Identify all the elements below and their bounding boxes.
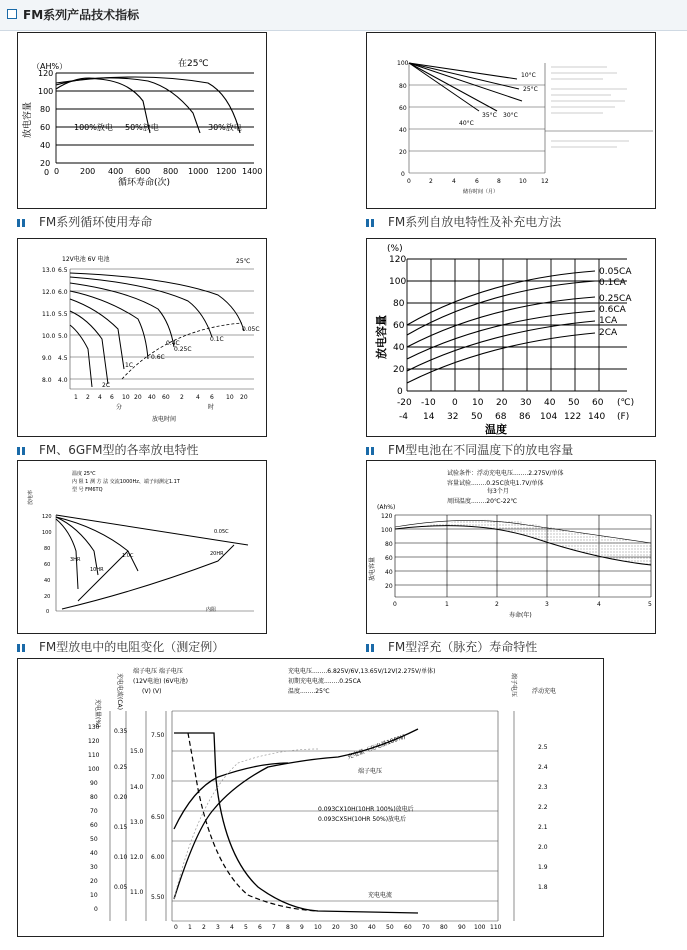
svg-text:100: 100 xyxy=(474,924,486,931)
svg-text:12V电池 6V 电池: 12V电池 6V 电池 xyxy=(62,256,110,263)
discharge-rate-chart xyxy=(17,238,267,437)
svg-text:8.0: 8.0 xyxy=(42,377,52,384)
svg-text:2.4: 2.4 xyxy=(538,764,548,771)
svg-text:10: 10 xyxy=(519,178,527,185)
svg-text:60: 60 xyxy=(592,398,604,408)
svg-text:0.25C: 0.25C xyxy=(174,346,192,353)
x-axis-label: 循环寿命(次) xyxy=(118,178,171,188)
svg-text:140: 140 xyxy=(588,412,606,422)
svg-text:0: 0 xyxy=(407,178,411,185)
svg-text:2.2: 2.2 xyxy=(538,804,548,811)
svg-text:40: 40 xyxy=(393,343,405,353)
float-life-chart xyxy=(366,460,656,634)
svg-text:60: 60 xyxy=(404,924,412,931)
svg-text:25℃: 25℃ xyxy=(236,258,251,265)
svg-text:0.4C: 0.4C xyxy=(166,340,180,347)
svg-text:1200: 1200 xyxy=(216,167,237,176)
svg-text:120: 120 xyxy=(389,255,407,265)
svg-text:20: 20 xyxy=(385,583,393,590)
caption-temperature-capacity: FM型电池在不同温度下的放电容量 xyxy=(366,441,573,458)
svg-text:2: 2 xyxy=(429,178,433,185)
svg-text:60: 60 xyxy=(90,822,98,829)
svg-text:50%放电: 50%放电 xyxy=(125,123,159,132)
svg-text:(℃): (℃) xyxy=(617,398,635,408)
svg-text:6: 6 xyxy=(210,394,214,401)
svg-text:0.05CA: 0.05CA xyxy=(599,267,632,277)
svg-text:0.20: 0.20 xyxy=(114,794,128,801)
svg-text:86: 86 xyxy=(519,412,531,422)
svg-text:2CA: 2CA xyxy=(599,328,618,338)
svg-text:2: 2 xyxy=(202,924,206,931)
svg-text:6.00: 6.00 xyxy=(151,854,165,861)
svg-text:0: 0 xyxy=(401,171,405,178)
svg-text:(Ah%): (Ah%) xyxy=(377,504,396,511)
svg-text:60: 60 xyxy=(40,123,51,132)
svg-text:110: 110 xyxy=(490,924,502,931)
svg-text:4: 4 xyxy=(597,601,601,608)
svg-text:30%放电: 30%放电 xyxy=(208,123,242,132)
svg-text:40: 40 xyxy=(385,569,393,576)
svg-text:50: 50 xyxy=(471,412,483,422)
svg-text:端子电压: 端子电压 xyxy=(510,673,517,698)
svg-text:40: 40 xyxy=(148,394,156,401)
svg-text:11.0: 11.0 xyxy=(42,311,56,318)
svg-text:2: 2 xyxy=(86,394,90,401)
header-divider xyxy=(0,30,687,31)
bullet-icon xyxy=(17,219,25,227)
svg-text:5.50: 5.50 xyxy=(151,894,165,901)
svg-text:0: 0 xyxy=(452,398,458,408)
svg-text:0: 0 xyxy=(393,601,397,608)
svg-text:充电量(%): 充电量(%) xyxy=(94,699,101,728)
svg-text:容量试验........0.25C放电1.7V/单体: 容量试验........0.25C放电1.7V/单体 xyxy=(447,480,544,487)
svg-text:30: 30 xyxy=(350,924,358,931)
svg-text:80: 80 xyxy=(385,541,393,548)
svg-text:6: 6 xyxy=(110,394,114,401)
svg-text:(F): (F) xyxy=(617,412,630,422)
svg-text:0: 0 xyxy=(397,387,403,397)
svg-text:0.35: 0.35 xyxy=(114,728,128,735)
svg-text:20: 20 xyxy=(44,594,51,600)
svg-text:1: 1 xyxy=(74,394,78,401)
svg-text:端子电压: 端子电压 xyxy=(358,768,383,775)
svg-text:每3个月: 每3个月 xyxy=(487,488,509,495)
svg-text:100: 100 xyxy=(88,766,100,773)
svg-text:120: 120 xyxy=(38,69,54,78)
svg-text:600: 600 xyxy=(135,167,151,176)
svg-text:80: 80 xyxy=(44,546,51,552)
svg-text:60: 60 xyxy=(44,562,51,568)
svg-text:内 阻 1 测 方 法 交流1000Hz、端子间测定1.1: 内 阻 1 测 方 法 交流1000Hz、端子间测定1.1T xyxy=(72,479,180,485)
svg-text:2: 2 xyxy=(495,601,499,608)
svg-text:试验条件：浮动充电电压........2.275V/单体: 试验条件：浮动充电电压........2.275V/单体 xyxy=(447,470,564,477)
svg-text:14.0: 14.0 xyxy=(130,784,144,791)
svg-text:60: 60 xyxy=(393,321,405,331)
svg-text:4: 4 xyxy=(452,178,456,185)
svg-text:120: 120 xyxy=(88,738,100,745)
svg-text:7: 7 xyxy=(272,924,276,931)
svg-text:2.5: 2.5 xyxy=(538,744,548,751)
svg-text:充电电压........6.825V/6V,13.65V/1: 充电电压........6.825V/6V,13.65V/12V(2.275V/单体) xyxy=(288,668,436,675)
svg-text:2C: 2C xyxy=(102,382,111,389)
svg-text:10: 10 xyxy=(314,924,322,931)
svg-text:40: 40 xyxy=(368,924,376,931)
bullet-icon xyxy=(366,219,374,227)
svg-text:0.10: 0.10 xyxy=(114,854,128,861)
svg-text:5.0: 5.0 xyxy=(58,333,68,340)
svg-text:3: 3 xyxy=(545,601,549,608)
svg-text:20: 20 xyxy=(134,394,142,401)
svg-text:130: 130 xyxy=(88,724,100,731)
svg-text:2.3: 2.3 xyxy=(538,784,548,791)
svg-text:0.25CA: 0.25CA xyxy=(599,294,632,304)
internal-resistance-chart xyxy=(17,460,267,634)
svg-text:6: 6 xyxy=(475,178,479,185)
svg-text:20: 20 xyxy=(496,398,508,408)
temp-label: 在25℃ xyxy=(178,59,209,69)
svg-text:4: 4 xyxy=(230,924,234,931)
svg-text:10: 10 xyxy=(226,394,234,401)
caption-float-life: FM型浮充（脉充）寿命特性 xyxy=(366,638,537,655)
temperature-capacity-chart xyxy=(366,238,656,437)
svg-text:0.05C: 0.05C xyxy=(242,326,260,333)
svg-text:周围温度........20℃-22℃: 周围温度........20℃-22℃ xyxy=(447,498,518,505)
charging-characteristics-chart xyxy=(17,658,604,937)
svg-text:50: 50 xyxy=(568,398,580,408)
svg-text:20: 20 xyxy=(90,878,98,885)
svg-text:120: 120 xyxy=(381,513,393,520)
svg-text:寿命(年): 寿命(年) xyxy=(509,612,532,619)
svg-text:100: 100 xyxy=(381,527,393,534)
svg-text:30°C: 30°C xyxy=(503,112,518,119)
square-icon xyxy=(7,9,17,19)
svg-text:8: 8 xyxy=(497,178,501,185)
svg-text:60: 60 xyxy=(385,555,393,562)
svg-text:0.6C: 0.6C xyxy=(151,354,165,361)
svg-text:放电时间: 放电时间 xyxy=(152,416,177,423)
svg-text:20: 20 xyxy=(240,394,248,401)
svg-text:8: 8 xyxy=(286,924,290,931)
svg-text:20: 20 xyxy=(393,365,405,375)
svg-text:1.9: 1.9 xyxy=(538,864,548,871)
bullet-icon xyxy=(366,644,374,652)
svg-text:10HR: 10HR xyxy=(90,567,104,573)
svg-text:3HR: 3HR xyxy=(70,557,81,563)
svg-text:90: 90 xyxy=(458,924,466,931)
svg-text:80: 80 xyxy=(40,105,51,114)
svg-text:时: 时 xyxy=(208,404,215,411)
svg-text:400: 400 xyxy=(108,167,124,176)
svg-text:2: 2 xyxy=(180,394,184,401)
svg-text:1CA: 1CA xyxy=(599,316,618,326)
svg-text:104: 104 xyxy=(540,412,558,422)
svg-text:6: 6 xyxy=(258,924,262,931)
svg-text:90: 90 xyxy=(90,780,98,787)
svg-text:5.5: 5.5 xyxy=(58,311,68,318)
svg-text:7.50: 7.50 xyxy=(151,732,165,739)
svg-text:30: 30 xyxy=(90,864,98,871)
svg-text:70: 70 xyxy=(90,808,98,815)
svg-text:1: 1 xyxy=(445,601,449,608)
svg-text:60: 60 xyxy=(162,394,170,401)
svg-text:型 号 FM6TQ: 型 号 FM6TQ xyxy=(72,487,103,493)
svg-text:30: 30 xyxy=(520,398,532,408)
svg-text:充电电流(CA): 充电电流(CA) xyxy=(116,673,123,710)
svg-text:10: 10 xyxy=(122,394,130,401)
svg-text:温度........25℃: 温度........25℃ xyxy=(288,688,330,695)
svg-text:0.093CX10H(10HR 100%)放电后: 0.093CX10H(10HR 100%)放电后 xyxy=(318,806,414,813)
svg-text:6.5: 6.5 xyxy=(58,267,68,274)
svg-text:13.0: 13.0 xyxy=(42,267,56,274)
svg-text:100%放电: 100%放电 xyxy=(74,123,113,132)
svg-text:0.093CX5H(10HR 50%)放电后: 0.093CX5H(10HR 50%)放电后 xyxy=(318,816,407,823)
svg-text:端子电压 端子电压: 端子电压 端子电压 xyxy=(133,668,183,675)
svg-text:0.1C: 0.1C xyxy=(210,336,224,343)
svg-text:浮动充电: 浮动充电 xyxy=(532,688,557,695)
svg-text:80: 80 xyxy=(399,83,407,90)
svg-text:20: 20 xyxy=(399,149,407,156)
svg-text:6.50: 6.50 xyxy=(151,814,165,821)
svg-text:充电量（充电量100%): 充电量（充电量100%) xyxy=(346,733,407,761)
svg-text:2.1: 2.1 xyxy=(538,824,548,831)
svg-text:5: 5 xyxy=(244,924,248,931)
svg-text:1C: 1C xyxy=(125,362,134,369)
svg-text:110: 110 xyxy=(88,752,100,759)
svg-text:800: 800 xyxy=(163,167,179,176)
svg-text:32: 32 xyxy=(447,412,459,422)
svg-text:12.0: 12.0 xyxy=(130,854,144,861)
svg-text:0.15: 0.15 xyxy=(114,824,128,831)
svg-text:0: 0 xyxy=(174,924,178,931)
svg-text:60: 60 xyxy=(399,105,407,112)
svg-text:放电容量: 放电容量 xyxy=(369,556,376,581)
svg-text:4: 4 xyxy=(98,394,102,401)
svg-text:40: 40 xyxy=(40,141,51,150)
svg-text:0: 0 xyxy=(54,167,60,176)
svg-text:充电电流: 充电电流 xyxy=(368,892,393,899)
svg-text:68: 68 xyxy=(495,412,507,422)
svg-text:4.0: 4.0 xyxy=(58,377,68,384)
svg-text:-20: -20 xyxy=(397,398,412,408)
svg-text:20: 20 xyxy=(40,159,51,168)
svg-text:0.1CA: 0.1CA xyxy=(599,278,626,288)
svg-text:25°C: 25°C xyxy=(523,86,538,93)
caption-self-discharge: FM系列自放电特性及补充电方法 xyxy=(366,213,561,230)
svg-text:储存时间（月）: 储存时间（月） xyxy=(463,189,499,195)
svg-text:20: 20 xyxy=(332,924,340,931)
svg-text:12.0: 12.0 xyxy=(42,289,56,296)
svg-text:100: 100 xyxy=(389,277,407,287)
svg-text:7.00: 7.00 xyxy=(151,774,165,781)
svg-text:放电率: 放电率 xyxy=(28,489,34,505)
svg-text:100: 100 xyxy=(397,60,409,67)
svg-text:温度 25℃: 温度 25℃ xyxy=(72,471,96,477)
section-title: FM系列产品技术指标 xyxy=(23,8,140,22)
svg-text:4: 4 xyxy=(196,394,200,401)
svg-text:1000: 1000 xyxy=(188,167,209,176)
svg-text:35°C: 35°C xyxy=(482,112,497,119)
svg-text:(%): (%) xyxy=(387,244,403,254)
bullet-icon xyxy=(17,447,25,455)
svg-text:200: 200 xyxy=(80,167,96,176)
svg-text:40: 40 xyxy=(399,127,407,134)
caption-discharge-rate: FM、6GFM型的各率放电特性 xyxy=(17,441,198,458)
svg-text:-4: -4 xyxy=(399,412,408,422)
svg-text:-10: -10 xyxy=(421,398,436,408)
svg-text:100: 100 xyxy=(38,87,54,96)
svg-text:6.0: 6.0 xyxy=(58,289,68,296)
cycle-life-chart xyxy=(17,32,267,209)
svg-text:放电容量: 放电容量 xyxy=(375,315,388,359)
unit-label: （AH%） xyxy=(32,62,68,71)
svg-text:0.6CA: 0.6CA xyxy=(599,305,626,315)
svg-text:11.0: 11.0 xyxy=(130,889,144,896)
svg-text:0: 0 xyxy=(94,906,98,913)
svg-text:4.5: 4.5 xyxy=(58,355,68,362)
svg-text:2.0: 2.0 xyxy=(538,844,548,851)
svg-text:15.0: 15.0 xyxy=(130,748,144,755)
svg-text:40: 40 xyxy=(44,578,51,584)
svg-text:10°C: 10°C xyxy=(521,72,536,79)
svg-text:1: 1 xyxy=(188,924,192,931)
bullet-icon xyxy=(366,447,374,455)
svg-text:122: 122 xyxy=(564,412,582,422)
svg-text:80: 80 xyxy=(393,299,405,309)
svg-text:50: 50 xyxy=(90,836,98,843)
svg-text:温度: 温度 xyxy=(485,423,507,436)
svg-text:1.0C: 1.0C xyxy=(122,553,134,559)
svg-text:14: 14 xyxy=(423,412,435,422)
svg-text:0.05: 0.05 xyxy=(114,884,128,891)
self-discharge-chart xyxy=(366,32,656,209)
svg-text:40: 40 xyxy=(544,398,556,408)
caption-internal-resistance: FM型放电中的电阻变化（测定例） xyxy=(17,638,224,655)
svg-text:100: 100 xyxy=(42,530,52,536)
svg-text:10: 10 xyxy=(90,892,98,899)
svg-text:内阻: 内阻 xyxy=(206,607,217,613)
svg-text:9.0: 9.0 xyxy=(42,355,52,362)
svg-text:40: 40 xyxy=(90,850,98,857)
svg-text:10: 10 xyxy=(472,398,484,408)
svg-text:初期充电电流........0.25CA: 初期充电电流........0.25CA xyxy=(288,678,361,685)
svg-text:13.0: 13.0 xyxy=(130,819,144,826)
svg-text:40°C: 40°C xyxy=(459,120,474,127)
svg-text:分: 分 xyxy=(116,404,123,411)
svg-text:1400: 1400 xyxy=(242,167,263,176)
svg-text:120: 120 xyxy=(42,514,52,520)
svg-text:9: 9 xyxy=(300,924,304,931)
svg-text:50: 50 xyxy=(386,924,394,931)
svg-text:0.25: 0.25 xyxy=(114,764,128,771)
svg-text:12: 12 xyxy=(541,178,549,185)
svg-text:(12V电池) (6V电池): (12V电池) (6V电池) xyxy=(133,678,188,685)
section-header xyxy=(0,0,687,31)
svg-text:20HR: 20HR xyxy=(210,551,224,557)
caption-cycle-life: FM系列循环使用寿命 xyxy=(17,213,152,230)
y-axis-label: 放电容量 xyxy=(23,101,33,138)
svg-text:80: 80 xyxy=(440,924,448,931)
svg-text:5: 5 xyxy=(648,601,652,608)
svg-text:80: 80 xyxy=(90,794,98,801)
svg-text:0: 0 xyxy=(46,609,50,615)
svg-text:0: 0 xyxy=(44,168,50,177)
svg-text:(V) (V): (V) (V) xyxy=(142,688,162,695)
bullet-icon xyxy=(17,644,25,652)
svg-text:10.0: 10.0 xyxy=(42,333,56,340)
svg-text:0.05C: 0.05C xyxy=(214,529,229,535)
svg-text:3: 3 xyxy=(216,924,220,931)
svg-text:1.8: 1.8 xyxy=(538,884,548,891)
svg-text:70: 70 xyxy=(422,924,430,931)
